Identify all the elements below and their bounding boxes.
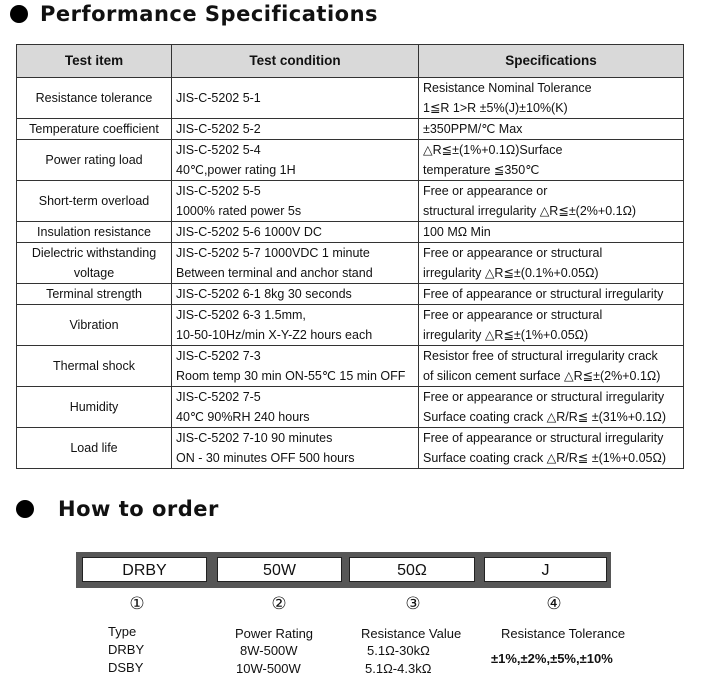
item-cell-line: Load life xyxy=(70,441,118,455)
table-row xyxy=(17,305,684,346)
tolerance-heading: Resistance Tolerance xyxy=(501,626,626,641)
condition-cell xyxy=(172,222,419,243)
table-row xyxy=(17,181,684,222)
condition-cell-line: JIS-C-5202 5-1 xyxy=(176,91,261,105)
tolerance-value: ±1%,±2%,±5%,±10% xyxy=(491,651,613,666)
specification-cell xyxy=(419,346,684,387)
order-number-3: ③ xyxy=(405,594,421,613)
condition-cell-line: JIS-C-5202 5-7 1000VDC 1 minute xyxy=(176,246,370,260)
condition-cell-line: JIS-C-5202 5-5 xyxy=(176,184,261,198)
item-cell xyxy=(17,222,172,243)
specification-cell-line: ±350PPM/℃ Max xyxy=(423,122,523,136)
condition-cell xyxy=(172,119,419,140)
resistance-value: 5.1Ω-30kΩ xyxy=(367,643,430,658)
specification-cell-line: Free or appearance or xyxy=(423,184,548,198)
condition-cell xyxy=(172,346,419,387)
item-cell-line: Vibration xyxy=(69,318,119,332)
specification-cell xyxy=(419,428,684,469)
power-value: 10W-500W xyxy=(236,661,301,676)
condition-cell-line: ON - 30 minutes OFF 500 hours xyxy=(176,451,355,465)
item-cell-line: Temperature coefficient xyxy=(29,122,159,136)
item-cell-line: Terminal strength xyxy=(46,287,142,301)
condition-cell-line: 40℃,power rating 1H xyxy=(176,163,296,177)
type-value: DRBY xyxy=(108,642,145,657)
header-specifications: Specifications xyxy=(419,45,684,78)
table-row xyxy=(17,346,684,387)
resistance-value: 5.1Ω-4.3kΩ xyxy=(365,661,432,676)
performance-spec-table xyxy=(16,44,684,469)
condition-cell-line: 40℃ 90%RH 240 hours xyxy=(176,410,310,424)
item-cell-line: Thermal shock xyxy=(53,359,135,373)
specification-cell-line: structural irregularity △R≦±(2%+0.1Ω) xyxy=(423,204,637,218)
condition-cell xyxy=(172,305,419,346)
order-number-1: ① xyxy=(129,594,145,613)
resistance-heading: Resistance Value xyxy=(361,626,462,641)
item-cell-line: Resistance tolerance xyxy=(35,91,153,105)
bullet-icon xyxy=(10,5,28,23)
specification-cell-line: of silicon cement surface △R≦±(2%+0.1Ω) xyxy=(423,369,661,383)
specification-cell-line: Free or appearance or structural xyxy=(423,246,603,260)
condition-cell-line: JIS-C-5202 7-3 xyxy=(176,349,261,363)
condition-cell xyxy=(172,243,419,284)
condition-cell-line: JIS-C-5202 5-6 1000V DC xyxy=(176,225,322,239)
item-cell xyxy=(17,181,172,222)
performance-section-title xyxy=(10,2,378,26)
specification-cell xyxy=(419,78,684,119)
condition-cell-line: 1000% rated power 5s xyxy=(176,204,302,218)
specification-cell-line: temperature ≦350℃ xyxy=(423,163,540,177)
item-cell-line: Dielectric withstanding xyxy=(31,246,157,260)
order-title: How to order xyxy=(58,497,219,521)
condition-cell-line: JIS-C-5202 7-5 xyxy=(176,390,261,404)
condition-cell-line: Room temp 30 min ON-55℃ 15 min OFF xyxy=(176,369,406,383)
specification-cell-line: irregularity △R≦±(0.1%+0.05Ω) xyxy=(423,266,599,280)
condition-cell-line: JIS-C-5202 7-10 90 minutes xyxy=(176,431,333,445)
header-test-condition: Test condition xyxy=(172,45,419,78)
specification-cell-line: Surface coating crack △R/R≦ ±(1%+0.05Ω) xyxy=(423,451,666,465)
specification-cell-line: 1≦R 1>R ±5%(J)±10%(K) xyxy=(423,101,568,115)
specification-cell-line: Free or appearance or structural xyxy=(423,308,603,322)
item-cell-line: Insulation resistance xyxy=(37,225,151,239)
table-row xyxy=(17,387,684,428)
power-heading: Power Rating xyxy=(235,626,314,641)
condition-cell-line: Between terminal and anchor stand xyxy=(176,266,373,280)
table-row xyxy=(17,284,684,305)
item-cell xyxy=(17,346,172,387)
condition-cell-line: JIS-C-5202 5-2 xyxy=(176,122,261,136)
order-section-title xyxy=(16,497,219,521)
condition-cell-line: JIS-C-5202 6-3 1.5mm, xyxy=(176,308,306,322)
item-cell xyxy=(17,305,172,346)
item-cell-line: Short-term overload xyxy=(38,194,150,208)
specification-cell-line: Free or appearance or structural irregularity xyxy=(423,390,665,404)
specification-cell xyxy=(419,119,684,140)
order-number-4: ④ xyxy=(546,594,562,613)
item-cell xyxy=(17,243,172,284)
condition-cell-line: JIS-C-5202 5-4 xyxy=(176,143,261,157)
order-number-2: ② xyxy=(271,594,287,613)
table-header-row xyxy=(17,45,684,78)
table-row xyxy=(17,243,684,284)
order-box-power: 50W xyxy=(217,557,342,582)
item-cell-line: voltage xyxy=(73,266,115,280)
condition-cell xyxy=(172,181,419,222)
condition-cell xyxy=(172,78,419,119)
item-cell xyxy=(17,428,172,469)
specification-cell xyxy=(419,284,684,305)
specification-cell xyxy=(419,222,684,243)
performance-title: Performance Specifications xyxy=(40,2,379,26)
type-heading: Type xyxy=(108,624,137,639)
item-cell xyxy=(17,387,172,428)
type-value: DSBY xyxy=(108,660,144,675)
item-cell xyxy=(17,140,172,181)
table-row xyxy=(17,119,684,140)
item-cell-line: Humidity xyxy=(69,400,119,414)
specification-cell xyxy=(419,140,684,181)
header-test-item: Test item xyxy=(17,45,172,78)
specification-cell xyxy=(419,243,684,284)
specification-cell-line: Resistance Nominal Tolerance xyxy=(423,81,592,95)
specification-cell-line: Resistor free of structural irregularity crack xyxy=(423,349,658,363)
item-cell xyxy=(17,78,172,119)
table-row xyxy=(17,140,684,181)
table-row xyxy=(17,222,684,243)
order-box-tolerance: J xyxy=(484,557,607,582)
item-cell-line: Power rating load xyxy=(45,153,143,167)
bullet-icon xyxy=(16,500,34,518)
condition-cell-line: 10-50-10Hz/min X-Y-Z2 hours each xyxy=(176,328,373,342)
specification-cell-line: △R≦±(1%+0.1Ω)Surface xyxy=(423,143,563,157)
specification-cell xyxy=(419,305,684,346)
specification-cell-line: irregularity △R≦±(1%+0.05Ω) xyxy=(423,328,589,342)
specification-cell-line: Free of appearance or structural irregularity xyxy=(423,287,664,301)
specification-cell-line: Surface coating crack △R/R≦ ±(31%+0.1Ω) xyxy=(423,410,666,424)
order-box-resistance: 50Ω xyxy=(349,557,475,582)
condition-cell xyxy=(172,387,419,428)
item-cell xyxy=(17,119,172,140)
condition-cell xyxy=(172,428,419,469)
specification-cell-line: 100 MΩ Min xyxy=(423,225,491,239)
specification-cell xyxy=(419,387,684,428)
table-row xyxy=(17,428,684,469)
table-row xyxy=(17,78,684,119)
specification-cell xyxy=(419,181,684,222)
specification-cell-line: Free of appearance or structural irregularity xyxy=(423,431,664,445)
order-box-type: DRBY xyxy=(82,557,207,582)
condition-cell xyxy=(172,140,419,181)
item-cell xyxy=(17,284,172,305)
condition-cell-line: JIS-C-5202 6-1 8kg 30 seconds xyxy=(176,287,352,301)
power-value: 8W-500W xyxy=(240,643,298,658)
condition-cell xyxy=(172,284,419,305)
